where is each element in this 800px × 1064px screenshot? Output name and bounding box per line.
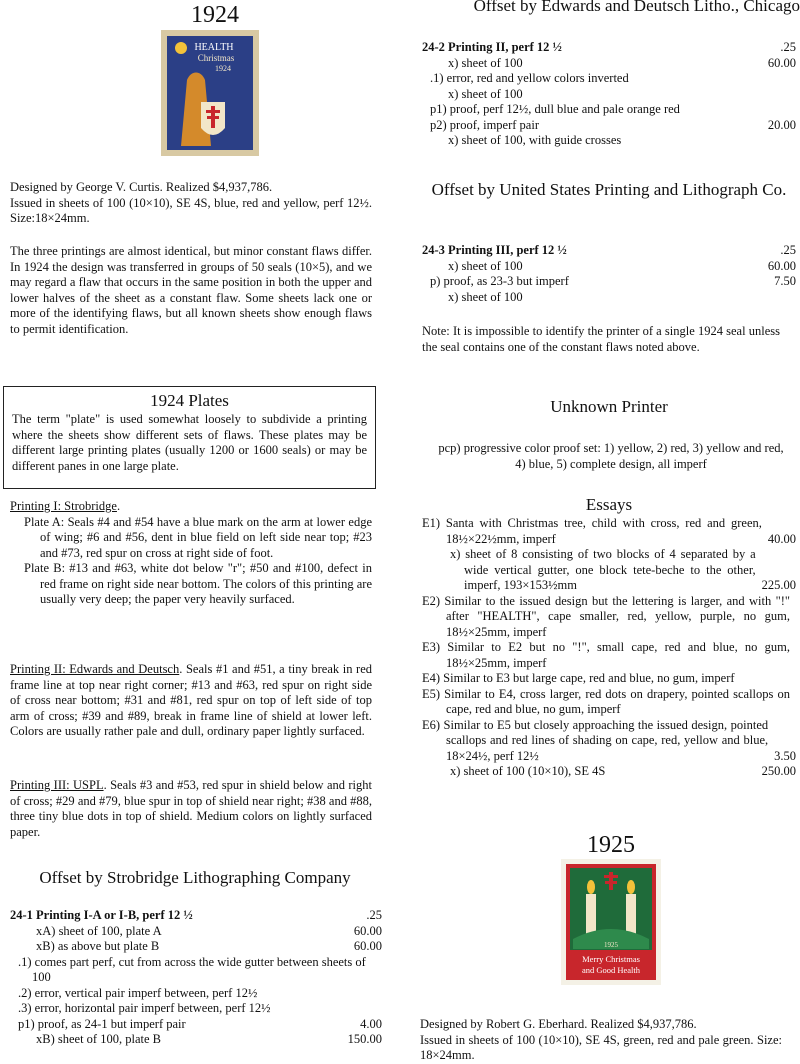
printings-paragraph: The three printings are almost identical, but minor constant flaws differ. In 1924 the design was transferred in groups of 50 seals (10×5), and we may regard a flaw that occurs in the same position in both the upper and lower halves of the sheet as a constant flaw. Some sheets lack one or more of the identifying flaws, but all known sheets show enough flaws to permit identification. [10,244,372,336]
listing-price: 4.00 [360,1016,382,1031]
listing-label: x) sheet of 100 [448,86,523,101]
essay-item [422,687,796,718]
listing-row [10,908,382,924]
seal-1925-line2: and Good Health [581,965,641,975]
listing-row [10,924,382,940]
essay-price: 40.00 [767,531,796,546]
seal-1924-line3: 1924 [215,64,231,73]
listing-row [422,243,796,259]
listing-price: 60.00 [353,923,382,938]
listing-24-3 [422,243,796,305]
listing-label: p1) proof, as 24-1 but imperf pair [18,1016,186,1031]
listing-price: .25 [780,40,796,54]
essays-title: Essays [585,495,633,514]
essay-price: 225.00 [761,578,796,592]
essay-item [422,764,796,780]
listing-row [10,986,382,1002]
edwards-title: Offset by Edwards and Deutsch Litho., Chicago [473,0,800,15]
plate-b-text: Plate B: #13 and #63, white dot below "r"; #50 and #100, defect in red frame on right side near bottom. The colors of this printing are usually very deep; the paper very heavily surfaced. [24,561,372,606]
listing-24-1 [10,908,382,1048]
printing-2-section [10,662,372,740]
listing-label: .3) error, horizontal pair imperf between, perf 12½ [18,1001,271,1015]
intro-1925 [420,1017,782,1064]
listing-row [10,1032,382,1048]
left-candle [586,894,596,934]
essay-label: E5) Similar to E4, cross larger, red dots on drapery, pointed scallops on cape, red and blue, no gum, imperf [422,686,790,716]
listing-label: xB) sheet of 100, plate B [36,1032,161,1046]
seal-1924-image [161,30,259,156]
listing-label: .1) error, red and yellow colors inverted [430,71,629,85]
listing-price: 60.00 [767,258,796,273]
listing-row [422,290,796,306]
printing-1-section: Printing I: Strobridge. Plate A: Seals #4 and #54 have a blue mark on the arm at lower edge of wing; #6 and #56, dent in blue field on left side near top; #23 and #73, red spur on cross at right side of foot. Plate B: #13 and #63, white dot below "r"; #50 and #100, defect in red frame on right side near bottom. The colors of this printing are usually very deep; the paper very heavily surfaced. [10,499,372,606]
listing-24-2 [422,40,796,149]
essay-price: 250.00 [761,764,796,778]
printing-3-text: . Seals #3 and #53, red spur in shield below and right of cross; #29 and #79, blue spur in top of shield near right; #38 and #88, three tiny blue dots in top of shield. Medium colors on lightly surfaced paper. [10,778,372,839]
seal-1924-line1: HEALTH [194,42,234,53]
listing-label: p) proof, as 23-3 but imperf [430,274,569,288]
listing-price: 7.50 [774,274,796,288]
listing-label: 24-3 Printing III, perf 12 ½ [422,243,567,257]
listing-row [10,1001,382,1017]
essays-list [422,516,796,780]
listing-price: 60.00 [353,939,382,953]
essay-item [422,718,796,765]
printing-2-heading: Printing II: Edwards and Deutsch [10,662,180,676]
essay-item [422,594,796,641]
printing-3-heading: Printing III: USPL [10,778,104,792]
listing-row [422,87,796,103]
year-1924-heading: 1924 [191,2,239,28]
listing-label: xB) as above but plate B [36,939,160,953]
right-candle [626,894,636,934]
plate-a-text: Plate A: Seals #4 and #54 have a blue mark on the arm at lower edge of wing; #6 and #56, dent in blue field on left side near top; #23 and #73, red spur on cross at right side of foot. [24,514,372,560]
listing-label: p2) proof, imperf pair [430,117,539,132]
essay-label: E2) Similar to the issued design but the lettering is larger, and with "!" after "HEALTH", cape smaller, red, yellow, purple, no gum, 18½×25mm, imperf [422,593,790,639]
listing-row [10,1017,382,1033]
plates-box [3,386,376,489]
listing-label: x) sheet of 100 [448,55,523,70]
essay-item [422,671,796,687]
listing-price: 20.00 [767,117,796,132]
listing-row [422,71,796,87]
issued-line: Issued in sheets of 100 (10×10), SE 4S, blue, red and yellow, perf 12½. Size:18×24mm. [10,195,372,225]
essay-label: E6) Similar to E5 but closely approaching the issued design, pointed scallops and red lines of shading on cape, red, yellow and blue, 18×24½, perf 12½ [422,717,769,763]
issued-1925-line: Issued in sheets of 100 (10×10), SE 4S, green, red and pale green. Size: 18×24mm. [420,1032,782,1062]
listing-row [422,102,796,118]
intro-1924 [10,180,372,227]
printing-3-section [10,778,372,840]
listing-price: .25 [780,243,796,257]
printing-2-text: . Seals #1 and #51, a tiny break in red frame line at top near right corner; #13 and #63, red spur on right side of cross near bottom; #31 and #81, red spur on top of left side of top arm of cross; #39 and #89, break in frame line of shield at lower left. Colors are usually rather pale and dull, ordinary paper lightly surfaced. [10,662,373,738]
listing-label: 24-2 Printing II, perf 12 ½ [422,40,562,54]
listing-label: x) sheet of 100, with guide crosses [448,133,622,147]
listing-price [790,102,796,118]
plates-box-title: 1924 Plates [150,391,229,410]
seal-1925-image [561,859,661,985]
designer-1925-line: Designed by Robert G. Eberhard. Realized $4,937,786. [420,1017,697,1031]
listing-label: 24-1 Printing I-A or I-B, perf 12 ½ [10,908,193,922]
listing-price: 60.00 [767,55,796,70]
listing-row [10,939,382,955]
essay-label: E4) Similar to E3 but large cape, red and blue, no gum, imperf [422,671,735,685]
listing-label: .2) error, vertical pair imperf between, perf 12½ [18,985,258,1000]
listing-price [790,133,796,149]
seal-1925-year: 1925 [604,941,618,949]
listing-row [422,56,796,72]
printer-note: Note: It is impossible to identify the printer of a single 1924 seal unless the seal contains one of the constant flaws noted above. [422,324,780,354]
designer-line: Designed by George V. Curtis. Realized $4,937,786. [10,180,273,194]
listing-price [790,87,796,103]
listing-price [376,955,382,986]
listing-label: xA) sheet of 100, plate A [36,923,162,938]
essay-label: x) sheet of 100 (10×10), SE 4S [450,764,606,778]
year-1925-heading: 1925 [587,832,635,858]
listing-row [10,955,382,986]
essay-label: E1) Santa with Christmas tree, child with cross, red and green, 18½×22½mm, imperf [422,516,762,546]
listing-row [422,118,796,134]
listing-price [790,71,796,87]
listing-row [422,40,796,56]
listing-label: x) sheet of 100 [448,258,523,273]
listing-price: .25 [366,908,382,922]
essay-label: x) sheet of 8 consisting of two blocks of 4 separated by a wide vertical gutter, one block tete-beche to the other, imperf, 193×153½mm [450,547,756,592]
essay-item [422,640,796,671]
listing-row [422,133,796,149]
listing-price [376,986,382,1002]
strobridge-title: Offset by Strobridge Lithographing Company [39,868,351,887]
listing-price [376,1001,382,1017]
essay-label: E3) Similar to E2 but no "!", small cape, red and blue, no gum, 18½×25mm, imperf [422,640,790,670]
plates-box-text: The term "plate" is used somewhat loosely to subdivide a printing where the sheets show different sets of flaws. These plates may be different large printing plates (usually 1200 or 1600 seals) or may be different panes in one large plate. [12,412,367,473]
seal-1924-line2: Christmas [197,53,235,63]
listing-row [422,274,796,290]
listing-price: 150.00 [347,1032,382,1046]
essay-item [422,547,796,594]
listing-label: p1) proof, perf 12½, dull blue and pale orange red [430,102,680,116]
printing-1-heading: Printing I: Strobridge [10,499,117,513]
essay-price: 3.50 [774,748,796,763]
essay-item [422,516,796,547]
uspl-title: Offset by United States Printing and Lithograph Co. [431,180,787,199]
seal-1925-line1: Merry Christmas [582,954,640,964]
pcp-text: pcp) progressive color proof set: 1) yellow, 2) red, 3) yellow and red, 4) blue, 5) complete design, all imperf [438,441,784,471]
unknown-printer-title: Unknown Printer [550,397,668,416]
listing-price [790,290,796,306]
listing-label: .1) comes part perf, cut from across the wide gutter between sheets of 100 [18,954,366,984]
listing-row [422,259,796,275]
listing-label: x) sheet of 100 [448,289,523,304]
